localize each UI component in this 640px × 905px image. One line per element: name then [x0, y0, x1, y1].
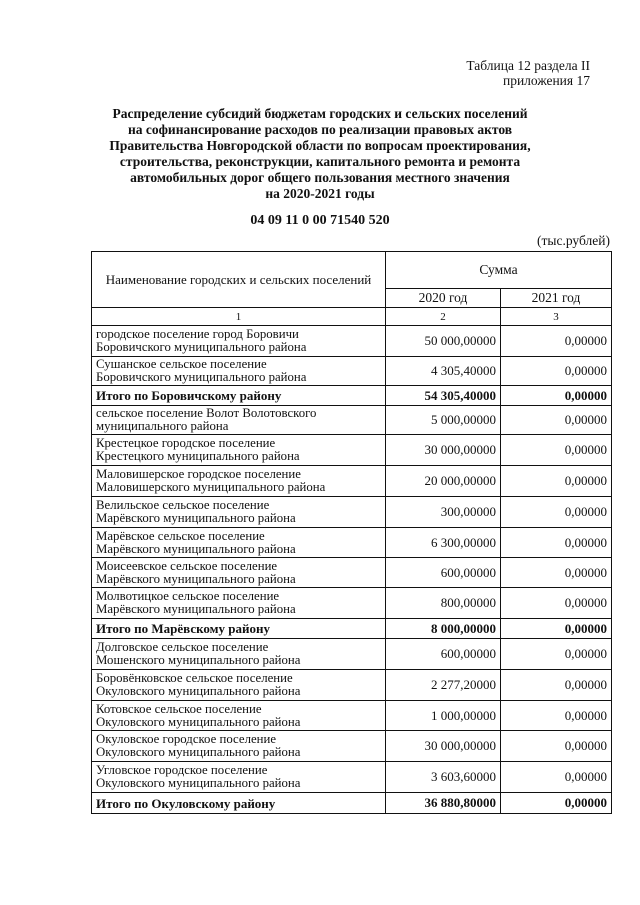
settlement-name: сельское поселение Волот Волотовского	[96, 406, 317, 420]
subsidy-table	[91, 251, 612, 814]
settlement-name: городское поселение город Боровичи	[96, 327, 299, 341]
amount-2020: 300,00000	[386, 497, 501, 528]
amount-2021: 0,00000	[501, 497, 612, 528]
document-title	[95, 106, 545, 202]
table-row	[92, 326, 612, 357]
settlement-name-cell	[92, 357, 386, 386]
table-row	[92, 497, 612, 528]
title-line: строительства, реконструкции, капитального ремонта и ремонта	[119, 154, 521, 169]
settlement-name-cell	[92, 588, 386, 619]
settlement-name: Моисеевское сельское поселение	[96, 558, 278, 573]
amount-2020: 600,00000	[386, 639, 501, 670]
settlement-name: Котовское сельское поселение	[96, 701, 262, 716]
table-row	[92, 731, 612, 762]
amount-2021: 0,00000	[501, 558, 612, 588]
table-total-row	[92, 619, 612, 639]
title-line: на софинансирование расходов по реализации правовых актов	[127, 122, 513, 137]
amount-2020: 1 000,00000	[386, 701, 501, 731]
table-body	[92, 326, 612, 814]
settlement-name: Сушанское сельское поселение	[96, 357, 267, 371]
amount-2021: 0,00000	[501, 326, 612, 357]
amount-2020: 800,00000	[386, 588, 501, 619]
settlement-name-cell	[92, 558, 386, 588]
amount-2020: 2 277,20000	[386, 670, 501, 701]
amount-2020: 8 000,00000	[386, 619, 501, 639]
table-total-row	[92, 386, 612, 406]
table-row	[92, 670, 612, 701]
settlement-name-cell	[92, 435, 386, 466]
district-name: Окуловского муниципального района	[96, 684, 301, 698]
settlement-name: Марёвское сельское поселение	[96, 528, 265, 543]
settlement-name: Окуловское городское поселение	[96, 732, 277, 746]
district-name: Маловишерского муниципального района	[96, 480, 326, 494]
amount-2021: 0,00000	[501, 386, 612, 406]
table-total-row	[92, 793, 612, 814]
settlement-name: Итого по Окуловскому району	[96, 795, 276, 811]
settlement-name-cell	[92, 731, 386, 762]
amount-2020: 36 880,80000	[386, 793, 501, 814]
district-name: Марёвского муниципального района	[96, 571, 296, 586]
district-name: муниципального района	[96, 419, 229, 433]
amount-2021: 0,00000	[501, 406, 612, 435]
table-row	[92, 558, 612, 588]
budget-code: 04 09 11 0 00 71540 520	[250, 213, 390, 228]
column-number: 2	[386, 308, 501, 326]
header-year-2021: 2021 год	[501, 289, 612, 308]
district-name: Боровичского муниципального района	[96, 340, 307, 354]
settlement-name-cell	[92, 701, 386, 731]
district-name: Окуловского муниципального района	[96, 776, 301, 790]
title-line: автомобильных дорог общего пользования местного значения	[130, 170, 510, 185]
district-name: Окуловского муниципального района	[96, 714, 301, 729]
amount-2020: 50 000,00000	[386, 326, 501, 357]
table-ref-line1: Таблица 12 раздела II	[466, 58, 590, 73]
district-name: Мошенского муниципального района	[96, 653, 301, 667]
district-name: Марёвского муниципального района	[96, 541, 296, 556]
settlement-name: Долговское сельское поселение	[96, 640, 269, 654]
amount-2020: 600,00000	[386, 558, 501, 588]
settlement-name-cell	[92, 528, 386, 558]
amount-2020: 54 305,40000	[386, 386, 501, 406]
table-row	[92, 357, 612, 386]
table-row	[92, 701, 612, 731]
amount-2020: 5 000,00000	[386, 406, 501, 435]
amount-2021: 0,00000	[501, 435, 612, 466]
settlement-name-cell	[92, 639, 386, 670]
table-row	[92, 466, 612, 497]
settlement-name: Крестецкое городское поселение	[96, 436, 276, 450]
column-number: 3	[501, 308, 612, 326]
settlement-name-cell	[92, 619, 386, 639]
amount-2021: 0,00000	[501, 670, 612, 701]
amount-2020: 4 305,40000	[386, 357, 501, 386]
district-name: Марёвского муниципального района	[96, 602, 296, 616]
table-reference	[466, 58, 590, 88]
table-row	[92, 528, 612, 558]
amount-2021: 0,00000	[501, 466, 612, 497]
amount-2020: 30 000,00000	[386, 731, 501, 762]
title-line: Распределение субсидий бюджетам городских и сельских поселений	[112, 106, 528, 121]
amount-2021: 0,00000	[501, 528, 612, 558]
settlement-name-cell	[92, 762, 386, 793]
amount-2021: 0,00000	[501, 619, 612, 639]
settlement-name: Итого по Марёвскому району	[96, 621, 271, 636]
title-line: Правительства Новгородской области по вопросам проектирования,	[109, 138, 531, 153]
amount-2020: 30 000,00000	[386, 435, 501, 466]
amount-2021: 0,00000	[501, 639, 612, 670]
table-row	[92, 406, 612, 435]
header-sum: Сумма	[386, 252, 612, 289]
title-line: на 2020-2021 годы	[265, 186, 375, 201]
settlement-name: Велильское сельское поселение	[96, 498, 270, 512]
settlement-name-cell	[92, 326, 386, 357]
settlement-name: Боровёнковское сельское поселение	[96, 671, 293, 685]
table-row	[92, 762, 612, 793]
amount-2021: 0,00000	[501, 793, 612, 814]
settlement-name-cell	[92, 466, 386, 497]
column-number: 1	[92, 308, 386, 326]
district-name: Боровичского муниципального района	[96, 370, 307, 384]
amount-2020: 6 300,00000	[386, 528, 501, 558]
amount-2021: 0,00000	[501, 731, 612, 762]
amount-2020: 20 000,00000	[386, 466, 501, 497]
table-row	[92, 588, 612, 619]
district-name: Окуловского муниципального района	[96, 745, 301, 759]
settlement-name-cell	[92, 406, 386, 435]
table-ref-line2: приложения 17	[502, 73, 590, 88]
table-row	[92, 435, 612, 466]
amount-2021: 0,00000	[501, 762, 612, 793]
settlement-name-cell	[92, 670, 386, 701]
amount-2021: 0,00000	[501, 701, 612, 731]
settlement-name: Молвотицкое сельское поселение	[96, 589, 280, 603]
table-row	[92, 639, 612, 670]
header-settlement-name: Наименование городских и сельских поселений	[92, 252, 386, 308]
settlement-name: Угловское городское поселение	[96, 763, 268, 777]
district-name: Крестецкого муниципального района	[96, 449, 300, 463]
amount-2021: 0,00000	[501, 357, 612, 386]
amount-2020: 3 603,60000	[386, 762, 501, 793]
settlement-name-cell	[92, 386, 386, 406]
header-year-2020: 2020 год	[386, 289, 501, 308]
amount-2021: 0,00000	[501, 588, 612, 619]
district-name: Марёвского муниципального района	[96, 511, 296, 525]
settlement-name-cell	[92, 497, 386, 528]
settlement-name: Итого по Боровичскому району	[96, 388, 282, 403]
units-label: (тыс.рублей)	[537, 233, 610, 248]
settlement-name: Маловишерское городское поселение	[96, 467, 301, 481]
settlement-name-cell	[92, 793, 386, 814]
